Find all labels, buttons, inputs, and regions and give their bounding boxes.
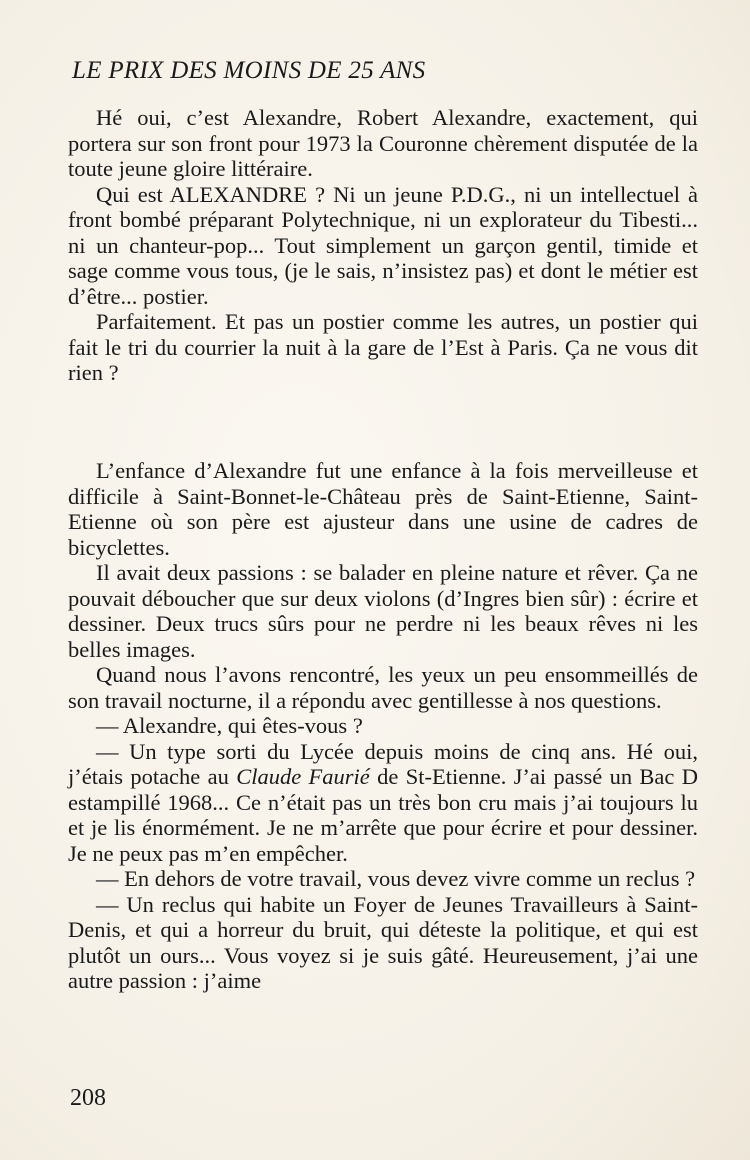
- dialog-question: — Alexandre, qui êtes-vous ?: [96, 713, 363, 738]
- school-name: Claude Faurié: [236, 764, 370, 789]
- answer-text: — Un type sorti du Lycée depuis moins de cinq ans. Hé oui, j’étais potache au: [68, 738, 698, 789]
- interview-section: [68, 458, 698, 994]
- paragraph: Il avait deux passions : se balader en pleine nature et rêver. Ça ne pouvait déboucher que sur deux violons (d’Ingres bien sûr) : écrire et dessiner. Deux trucs sûrs pour ne perdre ni les beaux rêves ni les belles images.: [68, 560, 698, 662]
- dialog-answer: [68, 739, 698, 867]
- answer-text: de St-Etienne. J’ai passé un Bac D estampillé 1968... Ce n’était pas un très bon cru mais j’ai toujours lu et je lis énormément. Je ne m’arrête que pour écrire et pour dessiner. Je ne peux pas m’en empêcher.: [68, 764, 698, 866]
- paragraph: Hé oui, c’est Alexandre, Robert Alexandre, exactement, qui portera sur son front pour 1973 la Couronne chèrement disputée de la toute jeune gloire littéraire.: [68, 105, 698, 181]
- paragraph: Parfaitement. Et pas un postier comme les autres, un postier qui fait le tri du courrier la nuit à la gare de l’Est à Paris. Ça ne vous dit rien ?: [68, 309, 698, 385]
- paragraph: Qui est ALEXANDRE ? Ni un jeune P.D.G., ni un intellectuel à front bombé préparant Polytechnique, ni un explorateur du Tibesti... ni un chanteur-pop... Tout simplement un garçon gentil, timide et sage comme vous tous, (je le sais, n’insistez pas) et dont le métier est d’être... postier.: [68, 181, 698, 309]
- chapter-header: LE PRIX DES MOINS DE 25 ANS: [72, 57, 426, 84]
- paragraph: Quand nous l’avons rencontré, les yeux un peu ensommeillés de son travail nocturne, il a répondu avec gentillesse à nos questions.: [68, 662, 698, 713]
- dialog-question: — En dehors de votre travail, vous devez vivre comme un reclus ?: [96, 866, 696, 891]
- intro-section: [68, 105, 698, 386]
- dialog-answer: — Un reclus qui habite un Foyer de Jeunes Travailleurs à Saint-Denis, et qui a horreur du bruit, qui déteste la politique, et qui est plutôt un ours... Vous voyez si je suis gâté. Heureusement, j’ai une autre passion : j’aime: [68, 891, 698, 993]
- paragraph: L’enfance d’Alexandre fut une enfance à la fois merveilleuse et difficile à Saint-Bonnet-le-Château près de Saint-Etienne, Saint-Etienne où son père est ajusteur dans une usine de cadres de bicyclettes.: [68, 458, 698, 560]
- page-number: 208: [70, 1085, 106, 1111]
